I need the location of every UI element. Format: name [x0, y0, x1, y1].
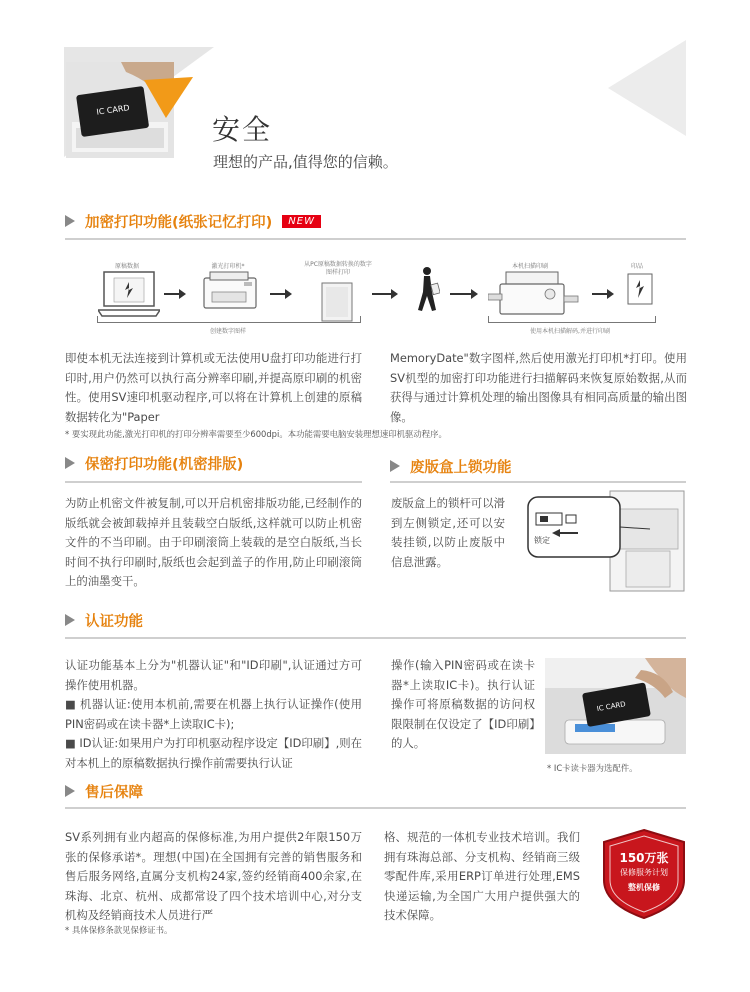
section1-paragraph-left: 即使本机无法连接到计算机或无法使用U盘打印功能进行打印时,用户仍然可以执行高分辨率印刷,并提高原印刷的机密性。使用SV速印机驱动程序,可以将在计算机上创建的原稿数据转化为"Paper: [65, 351, 362, 424]
flow-bracket: [97, 316, 361, 323]
laptop-icon: [98, 270, 160, 318]
walking-person-icon: [412, 266, 440, 314]
flow-bracket: [488, 316, 656, 323]
triangle-bullet-icon: [65, 785, 75, 797]
flow-step-label: 激光打印机*: [211, 263, 245, 270]
seal-line2: 保修服务计划: [620, 868, 668, 877]
triangle-bullet-icon: [65, 614, 75, 626]
section-divider: [65, 238, 686, 240]
flow-step-label: 本机扫描印刷: [511, 263, 548, 270]
section-heading-encrypted-print: 加密打印功能(纸张记忆打印) NEW: [65, 210, 321, 232]
section4-photo-note: * IC卡读卡器为选配件。: [547, 763, 638, 773]
triangle-bullet-icon: [65, 457, 75, 469]
lock-label: 锁定: [534, 536, 550, 545]
seal-line1: 150万张: [619, 851, 669, 865]
triangle-bullet-icon: [390, 460, 400, 472]
header-decor-triangle-right: [608, 40, 686, 136]
flow-step-label: 从PC原稿数据转换的数字图样打印: [304, 261, 372, 276]
section1-paragraph-right: MemoryDate"数字图样,然后使用激光打印机*打印。使用SV机型的加密打印功能进行扫描解码来恢复原始数据,从而获得与通过计算机处理的输出图像具有相同高质量的输出图像。: [390, 351, 687, 424]
section-heading-after-sales: 售后保障: [65, 780, 143, 802]
scanner-printer-icon: [488, 268, 580, 318]
new-badge: NEW: [282, 215, 321, 228]
seal-line3: 整机保修: [628, 883, 660, 892]
section5-footnote: * 具体保修条款见保修证书。: [65, 925, 173, 935]
reader-card-text: IC CARD: [596, 700, 627, 714]
page-title: 安全: [212, 113, 273, 146]
ic-card-reader-photo: [545, 658, 686, 754]
flow-arrow: [592, 293, 612, 295]
flow-arrow: [372, 293, 396, 295]
printed-output-icon: [626, 272, 654, 306]
section-heading-authentication: 认证功能: [65, 609, 143, 631]
section2-paragraph: 为防止机密文件被复制,可以开启机密排版功能,已经制作的版纸就会被卸载掉并且装载空白版纸,这样就可以防止机密文件的不当印刷。由于印刷滚筒上装载的是空白版纸,当长时间不执行印刷时,版纸也会起到盖子的作用,防止印刷滚筒上的油墨变干。: [65, 496, 362, 588]
section5-paragraph-right: 格、规范的一体机专业技术培训。我们拥有珠海总部、分支机构、经销商三级零配件库,采用ERP订单进行处理,EMS快递运输,为全国广大用户提供强大的技术保障。: [384, 830, 580, 922]
section4-paragraph-right: 操作(输入PIN密码或在读卡器*上读取IC卡)。执行认证操作可将原稿数据的访问权限限制在仅设定了【ID印刷】的人。: [391, 658, 535, 750]
waste-box-lock-illustration: [518, 489, 686, 593]
section1-footnote: * 要实现此功能,激光打印机的打印分辨率需要至少600dpi。本功能需要电脑安装理想速印机驱动程序。: [65, 429, 447, 439]
flow-step-label: 原稿数据: [114, 263, 139, 270]
warranty-shield-badge: [600, 828, 688, 920]
section3-paragraph: 废版盒上的锁杆可以滑到左侧锁定,还可以安装挂锁,以防止废版中信息泄露。: [391, 496, 505, 569]
flow-step-label: 印品: [630, 263, 643, 270]
section-divider: [65, 807, 686, 809]
section-heading-confidential-print: 保密打印功能(机密排版): [65, 452, 243, 474]
section-divider: [65, 637, 686, 639]
laser-printer-icon: [200, 270, 260, 314]
card-text: IC CARD: [95, 103, 131, 117]
flow-arrow: [450, 293, 476, 295]
section-divider: [65, 481, 362, 483]
flow-bracket-label: 创建数字图样: [209, 328, 246, 335]
section-divider: [390, 481, 686, 483]
flow-arrow: [270, 293, 290, 295]
section-heading-waste-box-lock: 废版盒上锁功能: [390, 455, 512, 477]
section5-paragraph-left: SV系列拥有业内超高的保修标准,为用户提供2年限150万张的保修承诺*。理想(中国)在全国拥有完善的销售服务和售后服务网络,直属分支机构24家,签约经销商400余家,在珠海、北京、杭州、成都常设了四个技术培训中心,对分支机构及经销商技术人员进行严: [65, 830, 362, 922]
flow-bracket-label: 使用本机扫描解码,并进行印刷: [530, 328, 610, 335]
triangle-bullet-icon: [65, 215, 75, 227]
flow-arrow: [164, 293, 184, 295]
page-subtitle: 理想的产品,值得您的信赖。: [213, 153, 398, 171]
section4-paragraph-left: 认证功能基本上分为"机器认证"和"ID印刷",认证通过方可操作使用机器。 ■ 机器认证:使用本机前,需要在机器上执行认证操作(使用PIN密码或在读卡器*上读取IC卡); ■ ID认证:如果用户为打印机驱动程序设定【ID印刷】,则在对本机上的原稿数据执行操作前需要执行认证: [65, 658, 362, 770]
